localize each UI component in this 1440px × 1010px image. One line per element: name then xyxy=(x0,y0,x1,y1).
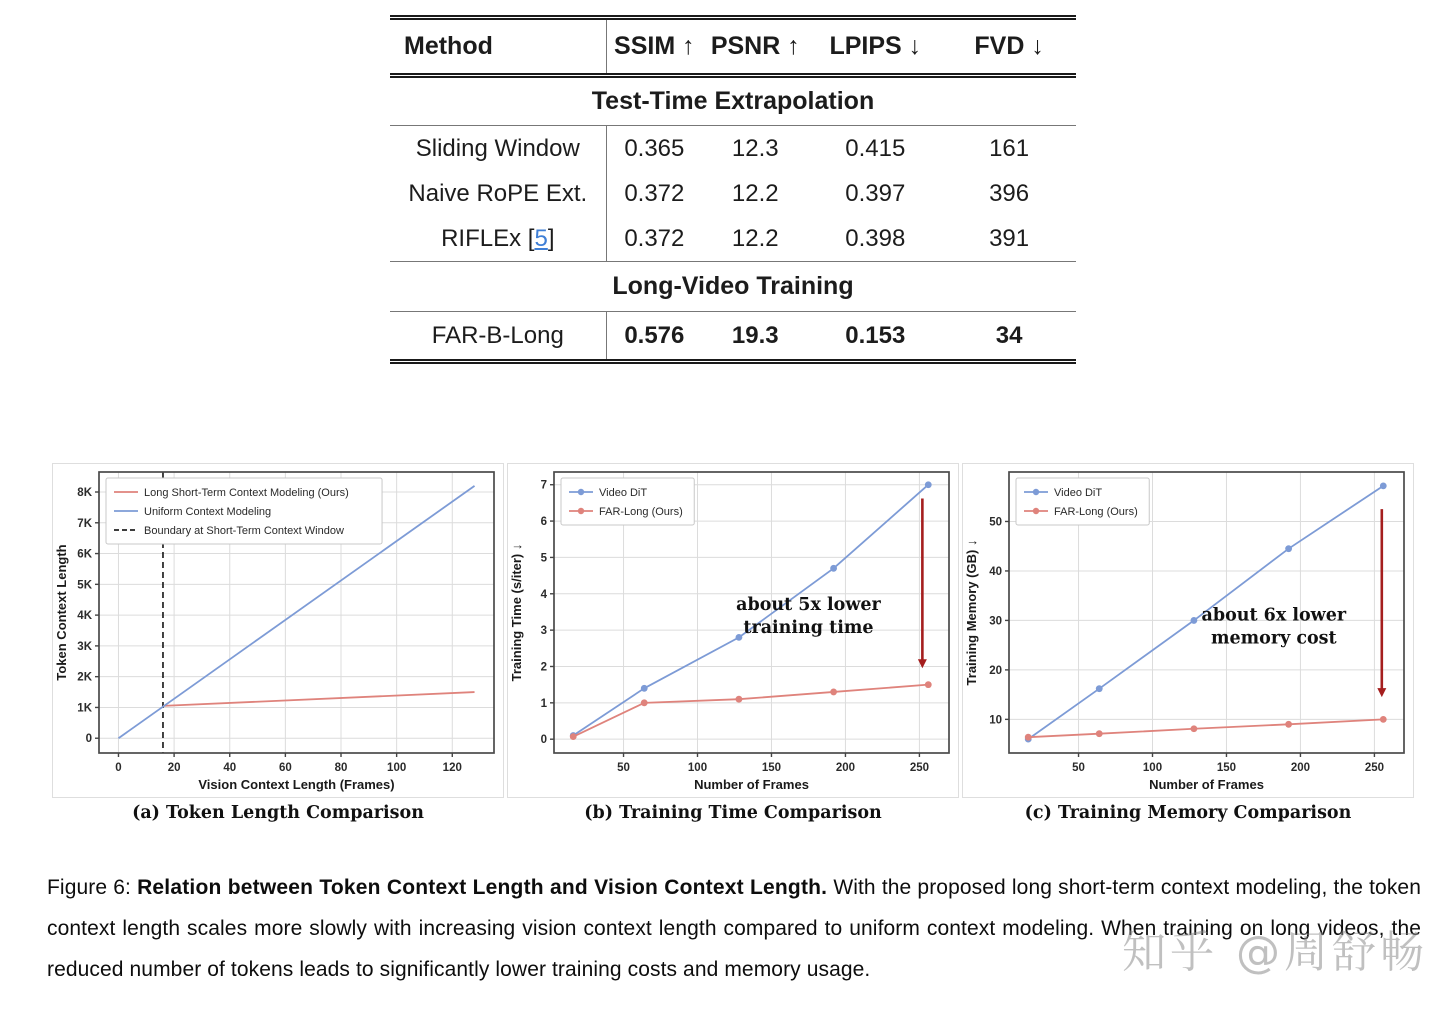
value-cell: 0.372 xyxy=(624,179,685,207)
value-cell: 12.3 xyxy=(731,134,779,162)
data-point xyxy=(1191,725,1198,732)
y-tick-label: 3K xyxy=(77,640,92,653)
x-tick-label: 250 xyxy=(909,762,930,774)
x-tick-label: 60 xyxy=(278,762,292,774)
data-point xyxy=(1096,685,1103,692)
data-point xyxy=(1025,734,1032,741)
value-cell: 0.576 xyxy=(624,321,685,349)
data-point xyxy=(570,733,577,740)
y-tick-label: 5 xyxy=(540,552,547,565)
value-cell: 0.397 xyxy=(845,179,906,207)
x-tick-label: 200 xyxy=(1290,762,1311,774)
chart-subcaption: (c) Training Memory Comparison xyxy=(1024,803,1352,823)
y-tick-label: 30 xyxy=(989,615,1002,628)
x-tick-label: 40 xyxy=(223,762,237,774)
y-tick-label: 10 xyxy=(989,714,1002,727)
y-tick-label: 8K xyxy=(77,487,92,500)
table-row xyxy=(390,216,1076,262)
y-axis-label: Training Memory (GB) ↓ xyxy=(964,539,979,686)
chart-svg-training-time-comparison xyxy=(508,464,958,797)
chart-subcaption: (a) Token Length Comparison xyxy=(132,803,424,823)
y-tick-label: 1 xyxy=(540,697,547,710)
x-axis-label: Number of Frames xyxy=(1149,777,1264,792)
x-tick-label: 150 xyxy=(1216,762,1237,774)
value-cell: 0.365 xyxy=(624,134,685,162)
value-cell: 12.2 xyxy=(731,224,779,252)
value-cell: 19.3 xyxy=(731,321,779,349)
table-row xyxy=(390,171,1076,216)
value-cell: 161 xyxy=(989,134,1030,162)
charts-row xyxy=(52,463,1414,823)
x-tick-label: 80 xyxy=(334,762,348,774)
y-tick-label: 20 xyxy=(989,664,1002,677)
data-point xyxy=(830,689,837,696)
x-tick-label: 100 xyxy=(1142,762,1163,774)
value-cell: 396 xyxy=(989,179,1030,207)
column-header-lpips: LPIPS ↓ xyxy=(829,32,922,60)
value-cell: 0.153 xyxy=(845,321,906,349)
y-axis-label: Training Time (s/iter) ↓ xyxy=(509,543,524,682)
y-tick-label: 6 xyxy=(540,516,547,529)
legend-label: Video DiT xyxy=(599,487,648,499)
x-tick-label: 50 xyxy=(1072,762,1085,774)
column-header-psnr: PSNR ↑ xyxy=(710,32,800,60)
value-cell: 0.398 xyxy=(845,224,906,252)
figure-caption xyxy=(47,867,1421,990)
figure-caption-prefix: Figure 6: xyxy=(47,876,138,899)
y-tick-label: 3 xyxy=(540,625,547,638)
y-tick-label: 7K xyxy=(77,517,92,530)
figure-caption-bold: Relation between Token Context Length and Vision Context Length. xyxy=(137,876,828,899)
y-tick-label: 0 xyxy=(85,733,92,746)
annotation-text: about 6x lower xyxy=(1201,605,1347,626)
data-point xyxy=(736,696,743,703)
x-tick-label: 250 xyxy=(1364,762,1385,774)
y-tick-label: 6K xyxy=(77,548,92,561)
y-tick-label: 2K xyxy=(77,671,92,684)
chart-panel-training-memory-comparison xyxy=(962,463,1414,798)
legend-label: Long Short-Term Context Modeling (Ours) xyxy=(144,487,349,499)
y-tick-label: 1K xyxy=(77,702,92,715)
y-axis-label: Token Context Length xyxy=(54,544,69,681)
y-tick-label: 4 xyxy=(540,588,547,601)
x-tick-label: 20 xyxy=(167,762,181,774)
data-point xyxy=(736,634,743,641)
data-point xyxy=(1380,716,1387,723)
chart-column xyxy=(52,463,504,823)
column-header-ssim: SSIM ↑ xyxy=(614,32,695,60)
table-row xyxy=(390,126,1076,172)
column-header-method: Method xyxy=(390,18,606,76)
legend-label: FAR-Long (Ours) xyxy=(1054,506,1138,518)
x-tick-label: 100 xyxy=(387,762,407,774)
annotation-text: about 5x lower xyxy=(736,595,881,616)
column-header-fvd: FVD ↓ xyxy=(974,32,1044,60)
x-axis-label: Number of Frames xyxy=(694,777,809,792)
x-tick-label: 50 xyxy=(617,762,630,774)
data-point xyxy=(1380,482,1387,489)
method-cell: FAR-B-Long xyxy=(390,312,606,362)
x-tick-label: 150 xyxy=(761,762,782,774)
legend-label: Video DiT xyxy=(1054,487,1103,499)
value-cell: 391 xyxy=(989,224,1030,252)
results-table-wrap xyxy=(390,15,1076,364)
chart-panel-training-time-comparison xyxy=(507,463,959,798)
data-point xyxy=(1191,617,1198,624)
method-cell: Naive RoPE Ext. xyxy=(390,171,606,216)
y-tick-label: 0 xyxy=(540,734,547,747)
data-point xyxy=(641,685,648,692)
data-point xyxy=(1285,721,1292,728)
data-point xyxy=(641,699,648,706)
value-cell: 0.372 xyxy=(624,224,685,252)
data-point xyxy=(925,481,932,488)
x-tick-label: 100 xyxy=(687,762,708,774)
legend-label: Boundary at Short-Term Context Window xyxy=(144,525,344,537)
annotation-text: training time xyxy=(743,618,874,639)
section-title: Long-Video Training xyxy=(612,272,854,300)
chart-svg-token-length-comparison xyxy=(53,464,503,797)
y-tick-label: 40 xyxy=(989,565,1002,578)
legend-label: FAR-Long (Ours) xyxy=(599,506,683,518)
value-cell: 0.415 xyxy=(845,134,906,162)
table-row xyxy=(390,312,1076,362)
y-tick-label: 50 xyxy=(989,516,1002,529)
results-table xyxy=(390,15,1076,364)
chart-subcaption: (b) Training Time Comparison xyxy=(584,803,882,823)
value-cell: 12.2 xyxy=(731,179,779,207)
figure-caption-rest: With the proposed long short-term context modeling, the token context length scales more slowly with increasing vision context length compared to uniform context modeling. When training on long videos, the reduced number of tokens leads to significantly lower training costs and memory usage. xyxy=(47,876,1421,981)
y-tick-label: 4K xyxy=(77,610,92,623)
value-cell: 34 xyxy=(995,321,1023,349)
x-axis-label: Vision Context Length (Frames) xyxy=(198,777,395,792)
x-tick-label: 120 xyxy=(442,762,462,774)
x-tick-label: 200 xyxy=(835,762,856,774)
chart-panel-token-length-comparison xyxy=(52,463,504,798)
method-cell: RIFLEx [5] xyxy=(390,216,606,262)
chart-svg-training-memory-comparison xyxy=(963,464,1413,797)
chart-column xyxy=(507,463,959,823)
watermark: 知乎 @周舒畅 xyxy=(1122,927,1428,978)
annotation-text: memory cost xyxy=(1211,628,1337,649)
chart-column xyxy=(962,463,1414,823)
data-point xyxy=(925,681,932,688)
x-tick-label: 0 xyxy=(115,762,122,774)
reference-link[interactable]: 5 xyxy=(534,224,548,252)
y-tick-label: 7 xyxy=(540,479,547,492)
section-title: Test-Time Extrapolation xyxy=(591,87,875,115)
data-point xyxy=(1285,545,1292,552)
data-point xyxy=(1096,730,1103,737)
legend-label: Uniform Context Modeling xyxy=(144,506,272,518)
y-tick-label: 5K xyxy=(77,579,92,592)
y-tick-label: 2 xyxy=(540,661,547,674)
method-cell: Sliding Window xyxy=(390,126,606,172)
data-point xyxy=(830,565,837,572)
